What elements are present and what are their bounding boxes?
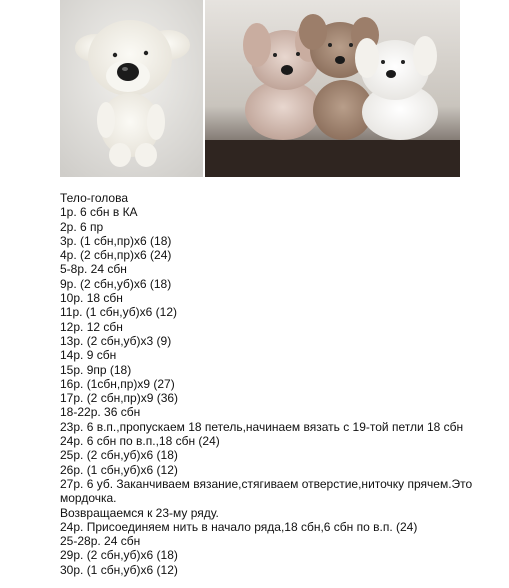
instruction-line: 27р. 6 уб. Заканчиваем вязание,стягиваем отверстие,ниточку прячем.Это мордочка.	[60, 476, 476, 506]
instruction-line: 11р. (1 сбн,уб)х6 (12)	[60, 305, 177, 320]
photo-strip	[60, 0, 460, 177]
toy-dogs-illustration	[205, 0, 460, 177]
instruction-line: 5-8р. 24 сбн	[60, 262, 127, 277]
instruction-line: Тело-голова	[60, 191, 128, 205]
instruction-line: 24р. Присоединяем нить в начало ряда,18 сбн,6 сбн по в.п. (24)	[60, 519, 418, 534]
instruction-line: 30р. (1 сбн,уб)х6 (12)	[60, 562, 178, 577]
instruction-line: 10р. 18 сбн	[60, 291, 123, 306]
instruction-line: 2р. 6 пр	[60, 219, 104, 234]
instruction-line: 16р. (1сбн,пр)х9 (27)	[60, 376, 175, 391]
instruction-line: 25р. (2 сбн,уб)х6 (18)	[60, 448, 178, 463]
instruction-line: 9р. (2 сбн,уб)х6 (18)	[60, 276, 172, 291]
toy-dog-photo-single	[60, 0, 203, 177]
instruction-line: 26р. (1 сбн,уб)х6 (12)	[60, 462, 178, 477]
instruction-line: 12р. 12 сбн	[60, 319, 123, 334]
toy-dog-illustration	[60, 0, 203, 177]
instruction-line: Возвращаемся к 23-му ряду.	[60, 505, 219, 520]
instruction-line: 25-28р. 24 сбн	[60, 534, 141, 549]
instruction-line: 14р. 9 сбн	[60, 348, 117, 363]
instruction-line: 24р. 6 сбн по в.п.,18 сбн (24)	[60, 434, 220, 449]
toy-dogs-photo-group	[205, 0, 460, 177]
instruction-line: 17р. (2 сбн,пр)х9 (36)	[60, 391, 179, 406]
instruction-line: 18-22р. 36 сбн	[60, 405, 141, 420]
instruction-line: 29р. (2 сбн,уб)х6 (18)	[60, 548, 178, 563]
instruction-line: 1р. 6 сбн в КА	[60, 205, 138, 220]
instruction-line: 23р. 6 в.п.,пропускаем 18 петель,начинаем вязать с 19-той петли 18 сбн	[60, 419, 464, 434]
instruction-line: 3р. (1 сбн,пр)х6 (18)	[60, 233, 172, 248]
pattern-instructions	[60, 191, 480, 577]
instruction-line: 13р. (2 сбн,уб)х3 (9)	[60, 333, 172, 348]
instruction-line: 15р. 9пр (18)	[60, 362, 132, 377]
instruction-line: 4р. (2 сбн,пр)х6 (24)	[60, 248, 172, 263]
